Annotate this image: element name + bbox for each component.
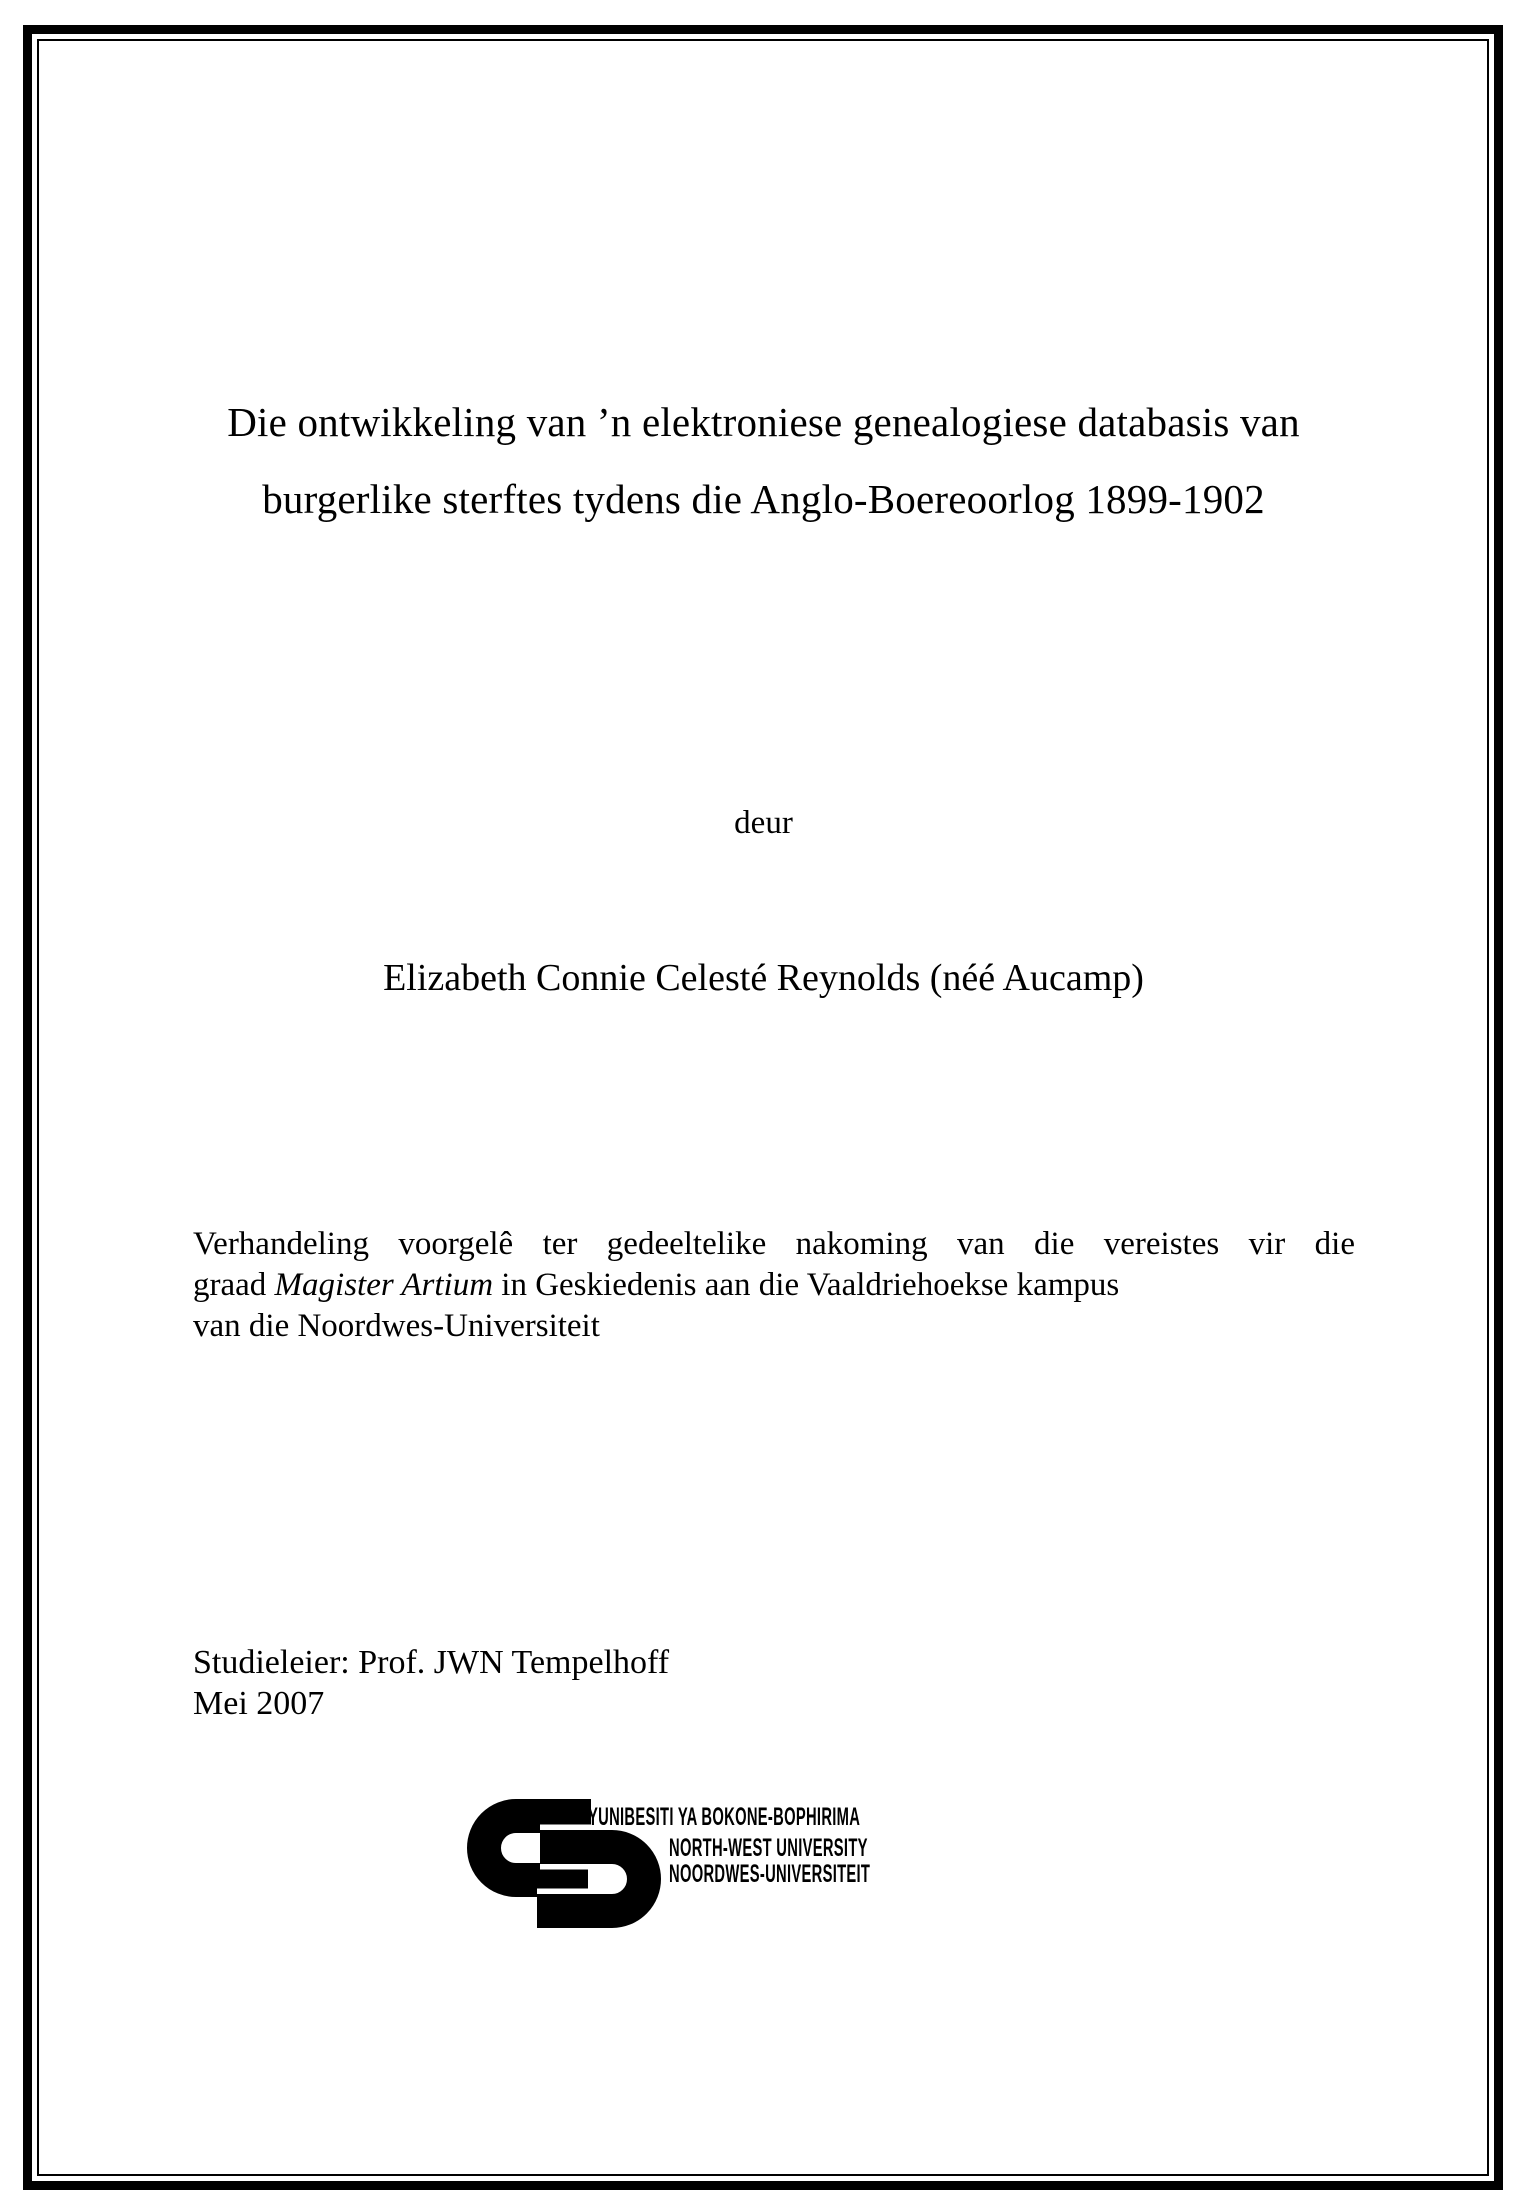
logo-text-line-2: NORTH-WEST UNIVERSITY [669,1834,868,1862]
submission-line-2-prefix: graad [193,1267,275,1303]
title-line-2: burgerlike sterftes tydens die Anglo-Boereoorlog 1899-1902 [262,476,1265,522]
date-line: Mei 2007 [193,1685,325,1722]
title-line-1: Die ontwikkeling van ’n elektroniese genealogiese databasis van [227,399,1300,445]
byline-deur: deur [734,805,793,841]
submission-line-2-suffix: in Geskiedenis aan die Vaaldriehoekse kampus [493,1267,1120,1303]
submission-statement [193,1224,1355,1347]
submission-line-1: Verhandeling voorgelê ter gedeeltelike nakoming van die vereistes vir die [193,1226,1355,1262]
author-name: Elizabeth Connie Celesté Reynolds (néé Aucamp) [383,957,1144,999]
supervisor-block [193,1642,669,1724]
submission-line-3: van die Noordwes-Universiteit [193,1308,600,1344]
submission-line-2 [193,1265,1355,1306]
logo-text-line-3: NOORDWES-UNIVERSITEIT [669,1860,871,1888]
supervisor-line: Studieleier: Prof. JWN Tempelhoff [193,1644,670,1681]
logo-text-line-1: YUNIBESITI YA BOKONE-BOPHIRIMA [588,1803,861,1831]
degree-name-italic: Magister Artium [274,1267,494,1303]
thesis-title [0,384,1527,538]
